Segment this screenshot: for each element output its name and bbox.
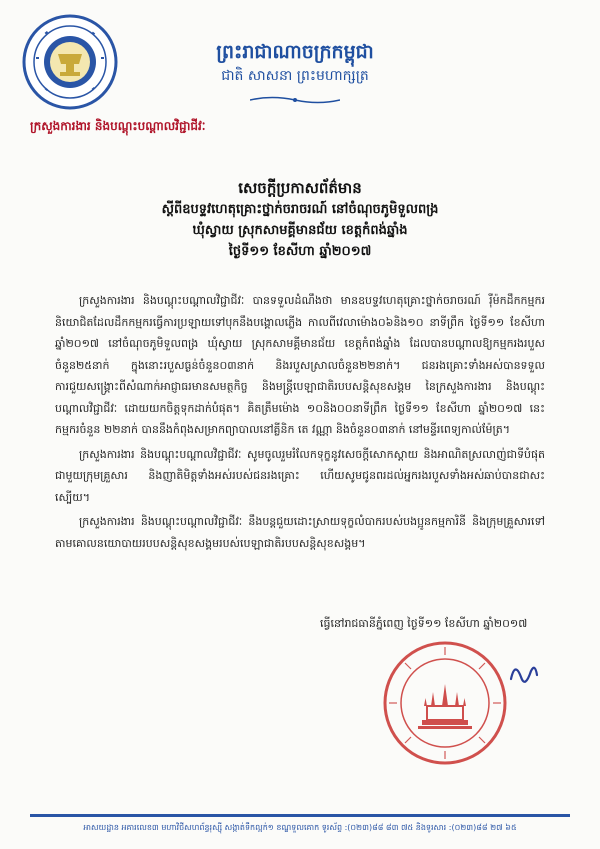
signing-date: ធ្វើនៅរាជធានីភ្នំពេញ ថ្ងៃទី១១ ខែសីហា ឆ្នាំ២០១៧ — [320, 617, 528, 630]
body-paragraph-1: ក្រសួងការងារ និងបណ្ដុះបណ្ដាលវិជ្ជាជីវៈ បានទទួលដំណឹងថា មានឧបទ្ទវហេតុគ្រោះថ្នាក់ចរាចរណ៍ រ៉ឺម៉កដឹកកម្មករនិយោជិតដែលដឹកកម្មករធ្វើការប្រឡាយទៅបុកនឹងបង្គោលភ្លើង កាលពីវេលាម៉ោង០៦និង១០ នាទីព្រឹក ថ្ងៃទី១១ ខែសីហា ឆ្នាំ២០១៧ នៅចំណុចភូមិទួលពង្រ ឃុំស្វាយ ស្រុកសាមគ្គីមានជ័យ ខេត្តកំពង់ឆ្នាំង ដែលបានបណ្ដាលឱ្យកម្មករងរបួស ចំនួន២៥នាក់ ក្នុងនោះរបួសធ្ងន់ចំនួន០៣នាក់ និងរបួសស្រាលចំនួន២២នាក់។ ជនរងគ្រោះទាំងអស់បានទទួលការជួយសង្គ្រោះពីសំណាក់អាជ្ញាធរមានសមត្ថកិច្ច និងមន្ត្រីបេឡាជាតិរបបសន្តិសុខសង្គម នៃក្រសួងការងារ និងបណ្ដុះបណ្ដាលវិជ្ជាជីវៈ ដោយយកចិត្តទុកដាក់បំផុត។ គិតត្រឹមម៉ោង ១០និង០០នាទីព្រឹក ថ្ងៃទី១១ ខែសីហា ឆ្នាំ២០១៧ នេះ កម្មករចំនួន ២២នាក់ បាននឹងកំពុងសម្រាកព្យាបាលនៅគ្លីនិក តេ វណ្ណា និងចំនួន០៣នាក់ នៅមន្ទីរពេទ្យកាល់ម៉ែត្រ។ — [55, 294, 545, 436]
footer-rule — [30, 814, 570, 817]
document-subject: ស្តីពីឧបទ្ទវហេតុគ្រោះថ្នាក់ចរាចរណ៍ នៅចំណុចភូមិទួលពង្រ — [161, 202, 439, 217]
document-location: ឃុំស្វាយ ស្រុកសាមគ្គីមានជ័យ ខេត្តកំពង់ឆ្នាំង — [192, 223, 408, 238]
document-title-block — [80, 178, 520, 262]
national-motto: ជាតិ សាសនា ព្រះមហាក្សត្រ — [221, 68, 369, 84]
document-body — [55, 290, 545, 557]
angkor-wat-seal-icon — [380, 638, 510, 768]
body-paragraph-3: ក្រសួងការងារ និងបណ្ដុះបណ្ដាលវិជ្ជាជីវៈ នឹងបន្តជួយដោះស្រាយទុក្ខលំបាករបស់បងប្អូនកម្មការិនី និងក្រុមគ្រួសារទៅតាមគោលនយោបាយរបបសន្តិសុខសង្គមរបស់បេឡាជាតិរបបសន្តិសុខសង្គម។ — [55, 515, 545, 550]
tacteing-ornament-icon — [250, 90, 340, 100]
footer-address: អាសយដ្ឋាន អគារលេខ៣ មហាវិថីសហព័ន្ធរុស្ស៊ី សង្កាត់ទឹកល្អក់១ ខណ្ឌទួលគោក ទូរស័ព្ទ :(០២៣)៨៨ ៨៣ ៧៥ និងទូរសារ :(០២៣)៨៨ ២៧ ៦៥ — [83, 823, 517, 832]
ministry-logo-icon — [20, 12, 120, 112]
body-paragraph-2: ក្រសួងការងារ និងបណ្ដុះបណ្ដាលវិជ្ជាជីវៈ សូមចូលរួមរំលែកទុក្ខនូវសេចក្តីសោកស្តាយ និងអាណិតស្រលាញ់ជាទីបំផុតជាមួយក្រុមគ្រួសារ និងញាតិមិត្តទាំងអស់របស់ជនរងគ្រោះ ហើយសូមជូនពរដល់អ្នករងរបួសទាំងអស់ឆាប់បានជាសះស្បើយ។ — [55, 447, 545, 504]
kingdom-title: ព្រះរាជាណាចក្រកម្ពុជា — [216, 41, 374, 63]
document-date-heading: ថ្ងៃទី១១ ខែសីហា ឆ្នាំ២០១៧ — [228, 244, 372, 259]
ministry-name: ក្រសួងការងារ និងបណ្ដុះបណ្ដាលវិជ្ជាជីវៈ — [30, 119, 206, 133]
document-title: សេចក្តីប្រកាសព័ត៌មាន — [238, 179, 362, 197]
signature-icon — [505, 655, 545, 695]
